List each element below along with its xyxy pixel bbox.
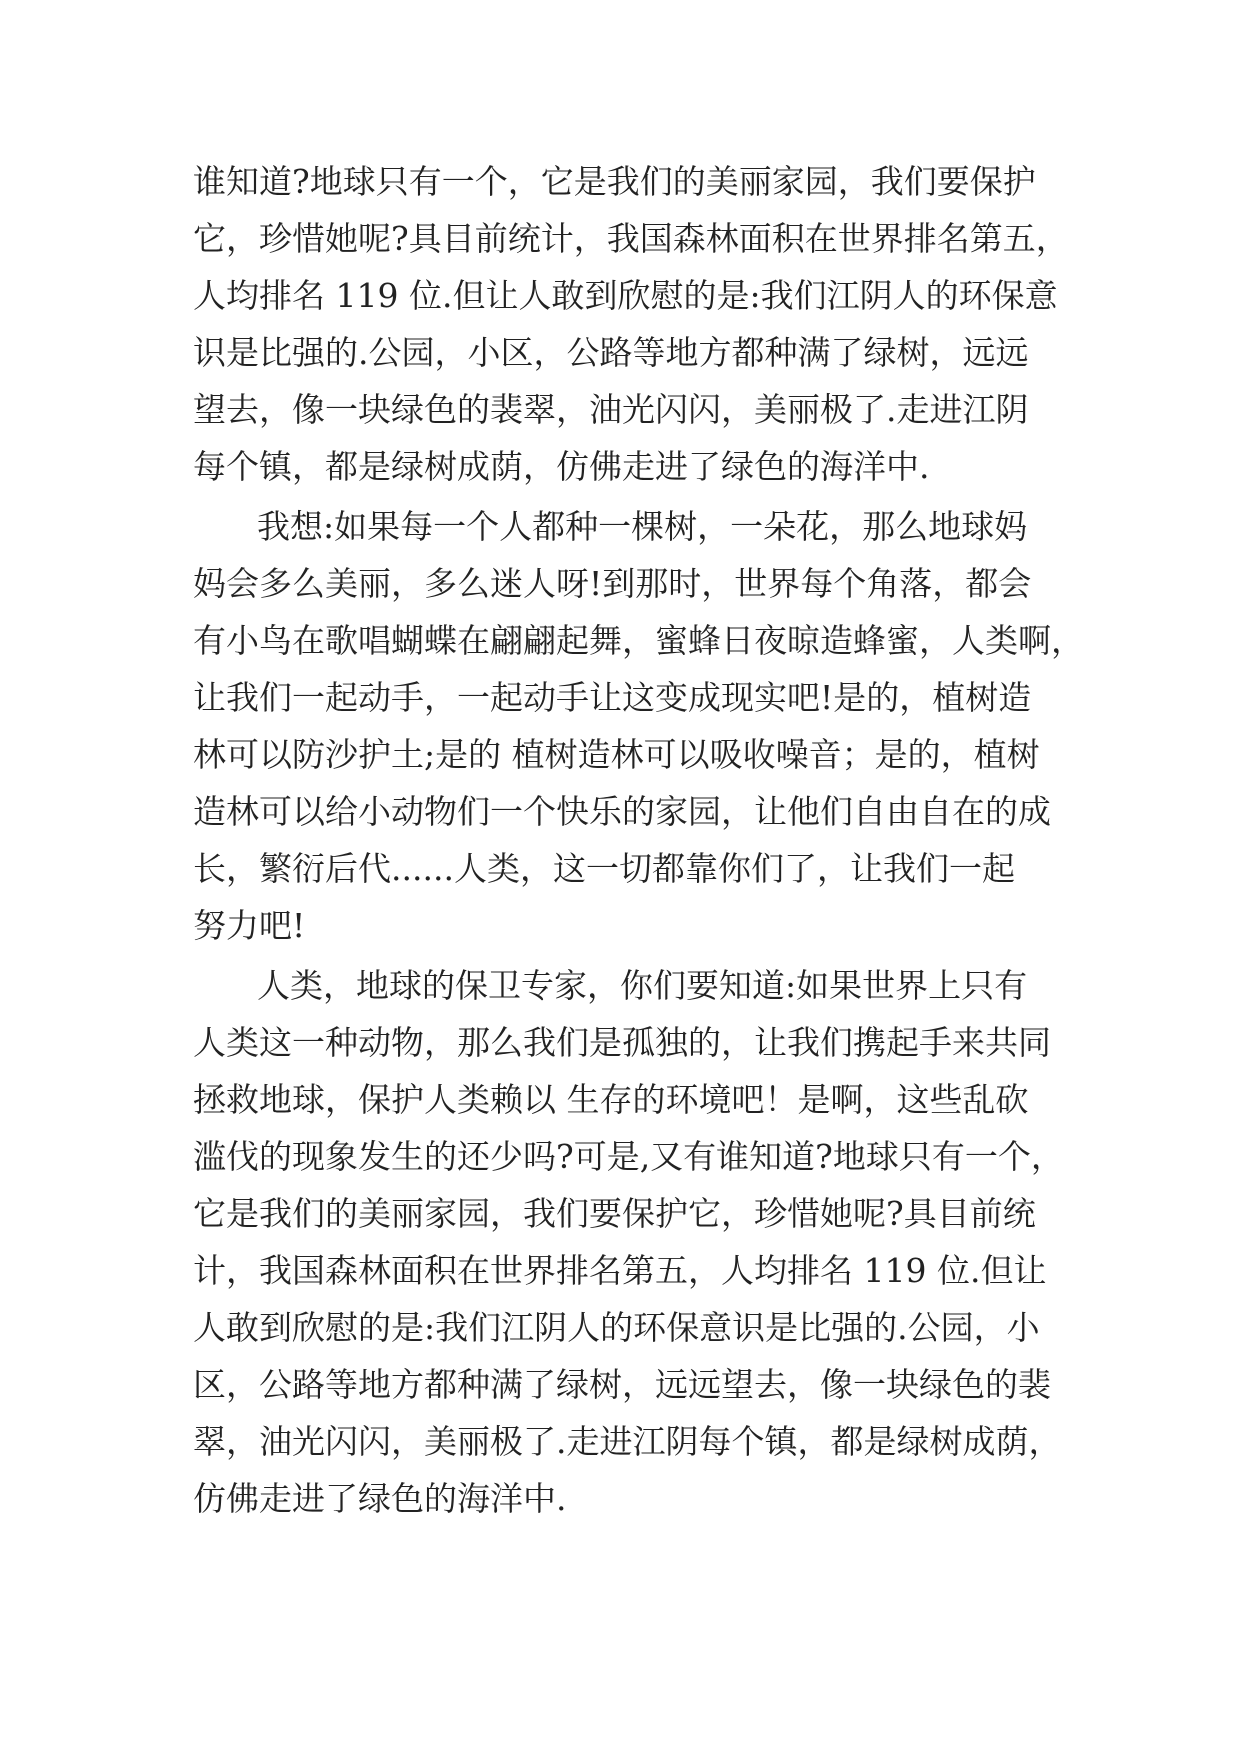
text-line: 每个镇，都是绿树成荫，仿佛走进了绿色的海洋中. (193, 447, 930, 486)
text-line: 计，我国森林面积在世界排名第五，人均排名 119 位.但让 (193, 1251, 1047, 1290)
text-line: 识是比强的.公园，小区，公路等地方都种满了绿树，远远 (193, 333, 1029, 372)
text-line: 它是我们的美丽家园，我们要保护它，珍惜她呢?具目前统 (193, 1194, 1036, 1233)
text-line: 人类，地球的保卫专家，你们要知道:如果世界上只有 (257, 966, 1028, 1005)
text-line: 望去，像一块绿色的裴翠，油光闪闪，美丽极了.走进江阴 (193, 390, 1029, 429)
text-line: 谁知道?地球只有一个，它是我们的美丽家园，我们要保护 (193, 162, 1036, 201)
text-line: 林可以防沙护土;是的 植树造林可以吸收噪音；是的，植树 (193, 735, 1040, 774)
text-line: 努力吧! (193, 906, 306, 945)
text-line: 翠，油光闪闪，美丽极了.走进江阴每个镇，都是绿树成荫， (193, 1422, 1062, 1461)
text-line: 人类这一种动物，那么我们是孤独的，让我们携起手来共同 (193, 1023, 1051, 1062)
text-line: 造林可以给小动物们一个快乐的家园，让他们自由自在的成 (193, 792, 1051, 831)
text-line: 滥伐的现象发生的还少吗?可是,又有谁知道?地球只有一个， (193, 1137, 1064, 1176)
text-line: 妈会多么美丽，多么迷人呀!到那时，世界每个角落，都会 (193, 564, 1032, 603)
text-line: 有小鸟在歌唱蝴蝶在翩翩起舞，蜜蜂日夜晾造蜂蜜，人类啊， (193, 621, 1084, 660)
text-line: 拯救地球，保护人类赖以 生存的环境吧！是啊，这些乱砍 (193, 1080, 1029, 1119)
text-line: 我想:如果每一个人都种一棵树，一朵花，那么地球妈 (257, 507, 1028, 546)
text-line: 区，公路等地方都种满了绿树，远远望去，像一块绿色的裴 (193, 1365, 1051, 1404)
text-line: 人敢到欣慰的是:我们江阴人的环保意识是比强的.公园，小 (193, 1308, 1040, 1347)
text-line: 人均排名 119 位.但让人敢到欣慰的是:我们江阴人的环保意 (193, 276, 1058, 315)
text-line: 仿佛走进了绿色的海洋中. (193, 1479, 567, 1518)
text-line: 它，珍惜她呢?具目前统计，我国森林面积在世界排名第五， (193, 219, 1069, 258)
text-line: 长，繁衍后代......人类，这一切都靠你们了，让我们一起 (193, 849, 1015, 888)
text-line: 让我们一起动手，一起动手让这变成现实吧!是的，植树造 (193, 678, 1032, 717)
